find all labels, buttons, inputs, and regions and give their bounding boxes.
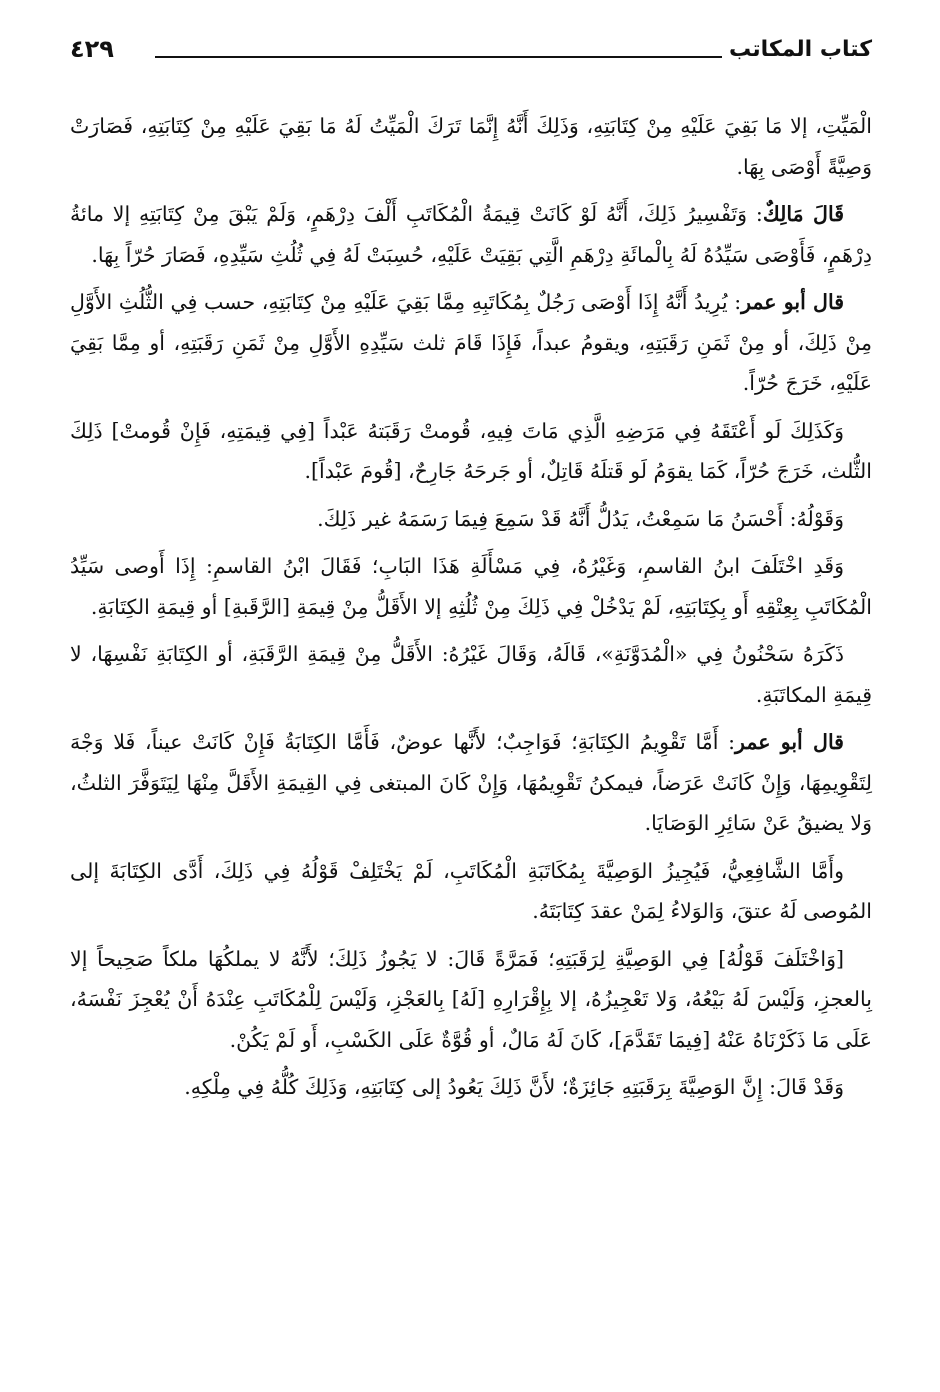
paragraph-text: : يُرِيدُ أَنَّهُ إِذَا أَوْصَى رَجُلٌ بِمُكَاتَبِهِ مِمَّا بَقِيَ عَلَيْهِ مِنْ كِتَابَتِهِ، حسب فِي الثُّلُثِ الأَوَّلِ مِنْ ذَلِكَ، أو مِنْ ثَمَنِ رَقَبَتِهِ، ويقومُ عبداً، فَإِذَا قَامَ ثلث سَيِّدِهِ الأَوَّلِ مِنْ ثَمَنِ رَقَبَتِهِ، أو مِمَّا بَقِيَ عَلَيْهِ، خَرَجَ حُرّاً. <box>70 290 872 395</box>
paragraph <box>70 106 872 187</box>
paragraph <box>70 411 872 492</box>
paragraph <box>70 851 872 932</box>
page-number: ٤٢٩ <box>70 35 114 63</box>
paragraph <box>70 282 872 404</box>
speaker-label: قال أبو عمر <box>735 730 844 754</box>
body-text <box>70 106 872 1115</box>
paragraph-text: [وَاخْتَلَفَ قَوْلُهُ] فِي الوَصِيَّةِ لِرَقَبَتِهِ؛ فَمَرَّةً قَالَ: لا يَجُوزُ ذَلِكَ؛ لأَنَّهُ لا يملكُهَا ملكاً صَحِيحاً إلا بِالعجزِ، وَلَيْسَ لَهُ بَيْعُهُ، وَلا تَعْجِيزُهُ، إلا بِإِقْرَارِهِ [لَهُ] بِالعَجْزِ، وَلَيْسَ لِلْمُكَاتَبِ عِنْدَهُ أَنْ يُعْجِزَ نَفْسَهُ، عَلَى مَا ذَكَرْنَاهُ عَنْهُ [فِيمَا تَقَدَّمَ]، كَانَ لَهُ مَالٌ، أو قُوَّةٌ عَلَى الكَسْبِ، أَو لَمْ يَكُنْ. <box>70 946 872 1052</box>
paragraph <box>70 499 872 540</box>
paragraph-text: : وَتَفْسِيرُ ذَلِكَ، أَنَّهُ لَوْ كَانَتْ قِيمَةُ الْمُكَاتَبِ أَلْفَ دِرْهَمٍ، وَلَمْ يَبْقَ مِنْ كِتَابَتِهِ إلا مائةُ دِرْهَمٍ، فَأَوْصَى سَيِّدُهُ لَهُ بِالْمائَةِ دِرْهَمِ الَّتِي بَقِيَتْ عَلَيْهِ، حُسِبَتْ لَهُ فِي ثُلُثِ سَيِّدِهِ، فَصَارَ حُرّاً بِهَا. <box>70 202 872 267</box>
paragraph-text: ذَكَرَهُ سَحْنُونُ فِي «الْمُدَوَّنَةِ»، قَالَهُ، وَقَالَ غَيْرُهُ: الأَقَلُّ مِنْ قِيمَةِ الرَّقَبَةِ، أو الكِتَابَةِ نَفْسِهَا، لا قِيمَةِ المكاتَبَةِ. <box>70 642 872 707</box>
paragraph-text: وأَمَّا الشَّافِعِيُّ، فَيُجِيزُ الوَصِيَّةَ بِمُكَاتَبَةِ الْمُكَاتَبِ، لَمْ يَخْتَلِفْ قَوْلُهُ فِي ذَلِكَ، أَدَّى الكِتَابَةَ إلى المُوصى لَهُ عتقَ، وَالوَلاءُ لِمَنْ عقدَ كِتَابَتَهُ. <box>70 858 872 923</box>
paragraph <box>70 1067 872 1108</box>
paragraph-text: الْمَيِّتِ، إلا مَا بَقِيَ عَلَيْهِ مِنْ كِتَابَتِهِ، وَذَلِكَ أَنَّهُ إِنَّمَا تَرَكَ الْمَيِّتُ لَهُ مَا بَقِيَ عَلَيْهِ مِنْ كِتَابَتِهِ، فَصَارَتْ وَصِيَّةً أَوْصَى بِهَا. <box>70 114 872 179</box>
page-header <box>70 34 872 70</box>
running-title: كتاب المكاتب <box>729 37 872 62</box>
paragraph-text: : أَمَّا تَقْوِيمُ الكِتَابَةِ؛ فَوَاجِبٌ؛ لأَنَّها عوضٌ، فَأَمَّا الكِتَابَةُ فَإِنْ كَانَتْ عيناً، فَلا وَجْهَ لِتَقْوِيمِهَا، وَإِنْ كَانَتْ عَرَضاً، فيمكنُ تَقْوِيمُهَا، وَإِنْ كَانَ المبتغى فِي القِيمَةِ الأَقَلَّ مِنْهَا لِيَتَوَفَّرَ الثلثُ، وَلا يضيقُ عَنْ سَائِرِ الوَصَايَا. <box>70 730 872 835</box>
header-rule <box>155 56 722 58</box>
paragraph <box>70 194 872 275</box>
paragraph <box>70 634 872 715</box>
paragraph-text: وَقَدِ اخْتَلَفَ ابنُ القاسمِ، وَغَيْرُهُ، فِي مَسْأَلَةِ هَذَا البَابِ؛ فَقَالَ ابْنُ القاسمِ: إِذَا أَوصى سَيِّدُ الْمُكَاتَبِ بِعِتْقِهِ أَو بِكِتَابَتِهِ، لَمْ يَدْخُلْ فِي ذَلِكَ مِنْ ثُلُثِهِ إلا الأَقَلُّ مِنْ قِيمَةِ [الرَّقَبةِ] أو قِيمَةِ الكِتَابَةِ. <box>70 554 872 619</box>
paragraph <box>70 722 872 844</box>
paragraph-text: وَكَذَلِكَ لَو أَعْتَقَهُ فِي مَرَضِهِ الَّذِي مَاتَ فِيهِ، قُومتْ رَقَبَتهُ عَبْداً [فِي قِيمَتِهِ، فَإِنْ قُومتْ] ذَلِكَ الثُّلث، خَرَجَ حُرّاً، كَمَا يقوَمُ لَو قَتلَهُ قَاتِلٌ، أو جَرحَهُ جَارِحٌ، [قُومَ عَبْداً]. <box>70 418 872 483</box>
paragraph <box>70 546 872 627</box>
paragraph-text: وَقَدْ قَالَ: إِنَّ الوَصِيَّةَ بِرَقَبَتِهِ جَائِزَةٌ؛ لأَنَّ ذَلِكَ يَعُودُ إلى كِتَابَتِهِ، وَذَلِكَ كُلُّهُ فِي مِلْكِهِ. <box>184 1075 844 1099</box>
speaker-label: قال أبو عمر <box>741 290 844 314</box>
speaker-label: قَالَ مَالِكٌ <box>762 202 844 226</box>
paragraph <box>70 939 872 1061</box>
paragraph-text: وَقَوْلُهُ: أَحْسَنُ مَا سَمِعْتُ، يَدُلُّ أَنَّهُ قَدْ سَمِعَ فِيمَا رَسَمَهُ غير ذَلِكَ. <box>317 506 844 531</box>
